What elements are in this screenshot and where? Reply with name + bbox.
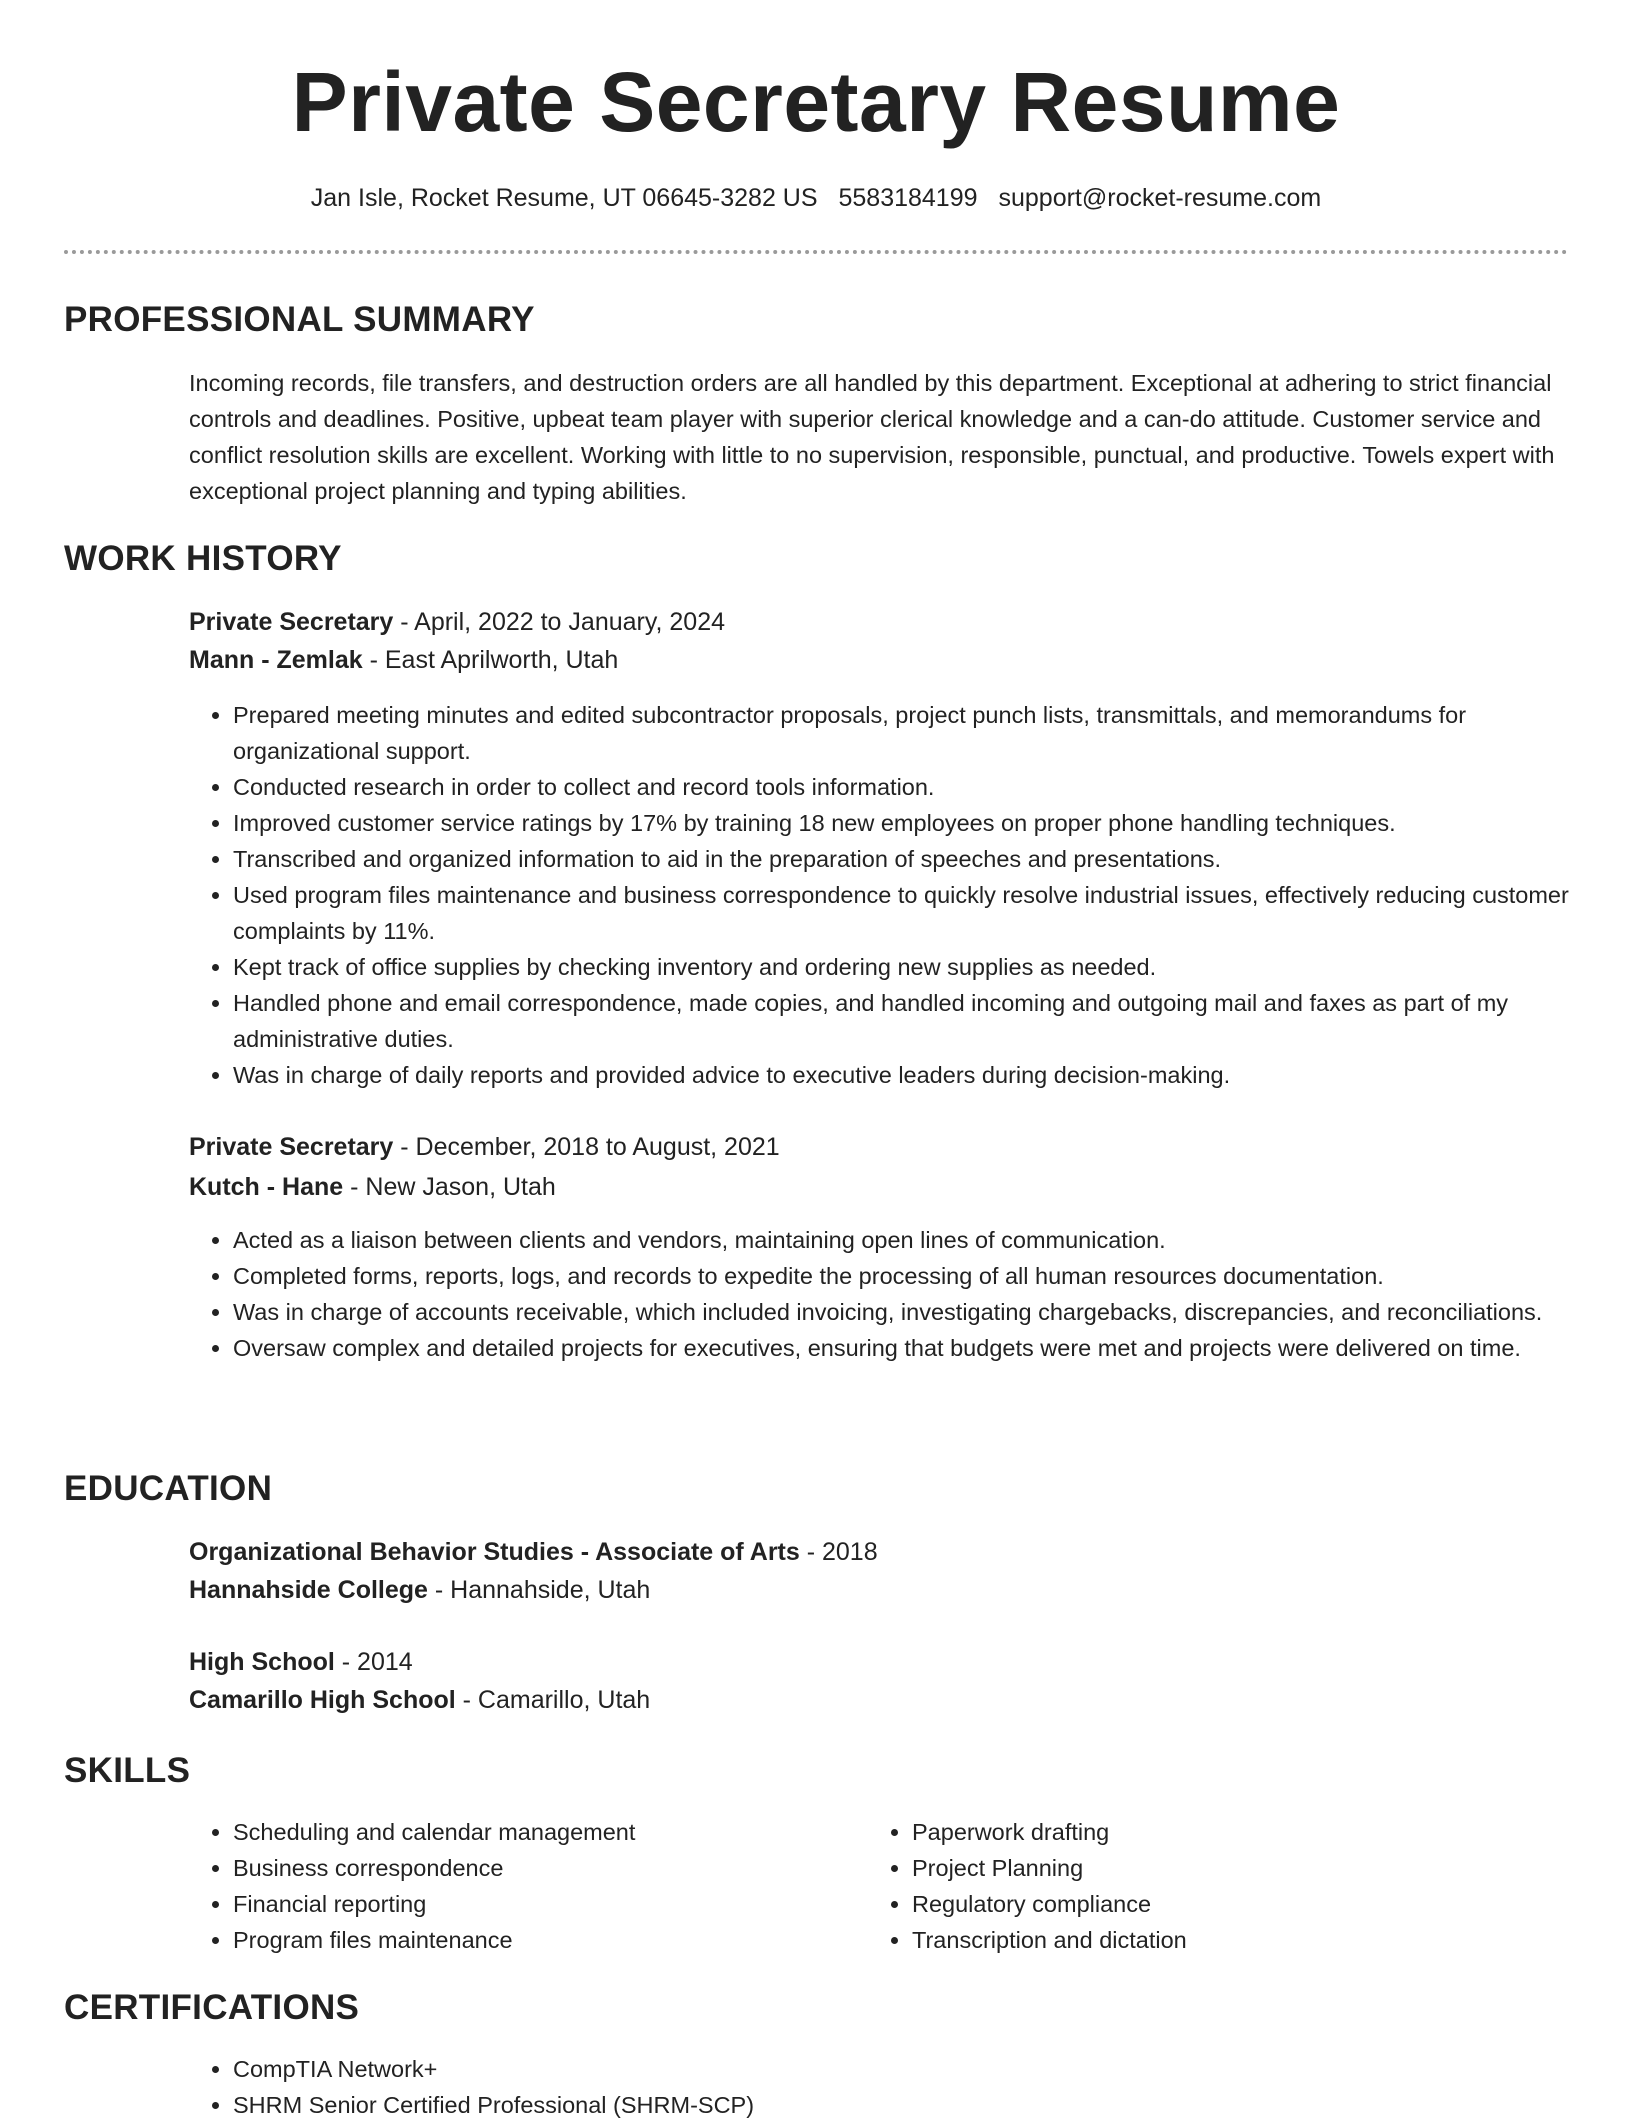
education-location: - Hannahside, Utah xyxy=(427,1576,651,1604)
job-title: Private Secretary xyxy=(189,1133,394,1161)
education-school: Camarillo High School xyxy=(189,1686,456,1714)
education-school: Hannahside College xyxy=(189,1576,428,1604)
list-item: • Kept track of office supplies by checking inventory and ordering new supplies as needed. xyxy=(233,949,1613,985)
list-item: • Conducted research in order to collect and record tools information. xyxy=(233,769,1613,805)
education-location: - Camarillo, Utah xyxy=(455,1686,651,1714)
contact-line xyxy=(0,180,1632,216)
contact-email: support@rocket-resume.com xyxy=(998,184,1322,212)
job-1-company-line xyxy=(189,642,618,678)
job-location: - East Aprilworth, Utah xyxy=(362,646,619,674)
list-item: • Acted as a liaison between clients and vendors, maintaining open lines of communication. xyxy=(233,1222,1613,1258)
education-degree: Organizational Behavior Studies - Associate of Arts xyxy=(189,1538,800,1566)
skill-item: • Paperwork drafting xyxy=(912,1814,1552,1850)
job-2-bullets xyxy=(189,1222,1613,1366)
resume-title: Private Secretary Resume xyxy=(291,55,1341,149)
list-item: • Was in charge of accounts receivable, which included invoicing, investigating chargebacks, discrepancies, and reconciliations. xyxy=(233,1294,1613,1330)
list-item: • Used program files maintenance and business correspondence to quickly resolve industrial issues, effectively reducing customer complaints by 11%. xyxy=(233,877,1613,949)
list-item: • Oversaw complex and detailed projects for executives, ensuring that budgets were met and projects were delivered on time. xyxy=(233,1330,1613,1366)
education-degree: High School xyxy=(189,1648,335,1676)
list-item: • Completed forms, reports, logs, and records to expedite the processing of all human resources documentation. xyxy=(233,1258,1613,1294)
skill-item: • Business correspondence xyxy=(233,1850,873,1886)
certification-item: • CompTIA Network+ xyxy=(233,2051,1613,2087)
job-company: Mann - Zemlak xyxy=(189,646,363,674)
job-company: Kutch - Hane xyxy=(189,1173,344,1201)
contact-address: Jan Isle, Rocket Resume, UT 06645-3282 US xyxy=(310,184,818,212)
skill-item: • Scheduling and calendar management xyxy=(233,1814,873,1850)
education-heading: EDUCATION xyxy=(64,1469,273,1508)
job-dates: - April, 2022 to January, 2024 xyxy=(393,608,726,636)
education-year: - 2014 xyxy=(334,1648,413,1676)
list-item: • Transcribed and organized information to aid in the preparation of speeches and presentations. xyxy=(233,841,1613,877)
contact-phone: 5583184199 xyxy=(838,184,978,212)
certifications-heading: CERTIFICATIONS xyxy=(64,1988,360,2027)
education-1-degree-line xyxy=(189,1534,878,1570)
education-1-school-line xyxy=(189,1572,650,1608)
education-2-school-line xyxy=(189,1682,650,1718)
skills-heading: SKILLS xyxy=(64,1751,191,1790)
list-item: • Was in charge of daily reports and provided advice to executive leaders during decision-making. xyxy=(233,1057,1613,1093)
summary-text: Incoming records, file transfers, and destruction orders are all handled by this department. Exceptional at adhering to strict financial controls and deadlines. Positive, upbeat team player with superior clerical knowledge and a can-do attitude. Customer service and conflict resolution skills are excellent. Working with little to no supervision, responsible, punctual, and productive. Towels expert with exceptional project planning and typing abilities. xyxy=(189,370,1555,504)
job-title: Private Secretary xyxy=(189,608,394,636)
job-2-title-line xyxy=(189,1129,780,1165)
skill-item: • Transcription and dictation xyxy=(912,1922,1552,1958)
header-divider xyxy=(64,250,1568,254)
job-1-bullets xyxy=(189,697,1613,1093)
skill-item: • Program files maintenance xyxy=(233,1922,873,1958)
certifications-list xyxy=(189,2051,1613,2123)
list-item: • Improved customer service ratings by 17% by training 18 new employees on proper phone handling techniques. xyxy=(233,805,1613,841)
summary-heading: PROFESSIONAL SUMMARY xyxy=(64,300,535,339)
skills-left-column xyxy=(189,1814,873,1958)
skill-item: • Financial reporting xyxy=(233,1886,873,1922)
job-1-title-line xyxy=(189,604,725,640)
job-location: - New Jason, Utah xyxy=(343,1173,556,1201)
education-2-degree-line xyxy=(189,1644,413,1680)
job-dates: - December, 2018 to August, 2021 xyxy=(393,1133,780,1161)
education-year: - 2018 xyxy=(799,1538,878,1566)
certification-item: • SHRM Senior Certified Professional (SHRM-SCP) xyxy=(233,2087,1613,2123)
skill-item: • Regulatory compliance xyxy=(912,1886,1552,1922)
work-history-heading: WORK HISTORY xyxy=(64,539,342,578)
job-2-company-line xyxy=(189,1169,556,1205)
skill-item: • Project Planning xyxy=(912,1850,1552,1886)
list-item: • Prepared meeting minutes and edited subcontractor proposals, project punch lists, transmittals, and memorandums for organizational support. xyxy=(233,697,1613,769)
skills-right-column xyxy=(868,1814,1552,1958)
list-item: • Handled phone and email correspondence, made copies, and handled incoming and outgoing mail and faxes as part of my administrative duties. xyxy=(233,985,1613,1057)
